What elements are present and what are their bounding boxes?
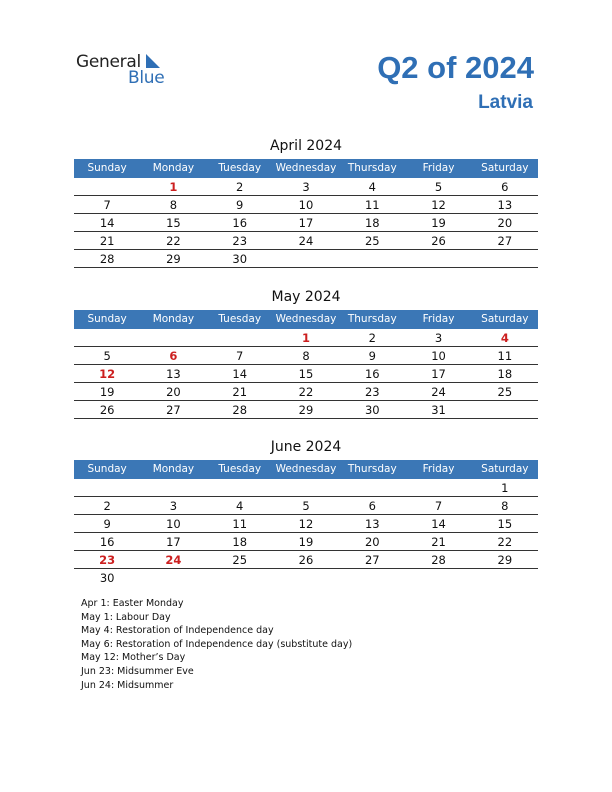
day-cell: 20 <box>364 535 380 549</box>
weekday-label: Tuesday <box>218 313 262 325</box>
day-cell <box>140 569 206 586</box>
day-cell: 13 <box>166 367 181 381</box>
day-cell <box>140 329 206 346</box>
week-row <box>74 383 538 401</box>
day-cell <box>273 250 339 267</box>
week-row <box>74 250 538 268</box>
day-cell: 11 <box>232 517 248 531</box>
weekday-label: Saturday <box>481 463 529 475</box>
day-cell: 1 <box>501 481 509 495</box>
week-row <box>74 497 538 515</box>
day-cell: 1 <box>301 331 310 345</box>
day-cell: 16 <box>232 216 248 230</box>
weekday-label: Monday <box>152 463 195 475</box>
day-cell: 30 <box>99 571 115 585</box>
day-cell: 3 <box>302 180 310 194</box>
week-row <box>74 569 538 586</box>
weekday-label: Wednesday <box>275 463 337 475</box>
week-row <box>74 178 538 196</box>
day-cell <box>74 329 140 346</box>
weekday-label: Friday <box>422 463 455 475</box>
day-cell: 19 <box>298 535 314 549</box>
day-cell: 25 <box>232 553 248 567</box>
weekday-label: Saturday <box>481 313 529 325</box>
day-cell: 27 <box>497 234 513 248</box>
logo-blue-text: Blue <box>128 68 165 88</box>
weekday-label: Sunday <box>87 463 127 475</box>
day-cell: 2 <box>103 499 111 513</box>
weekday-label: Friday <box>422 313 455 325</box>
day-cell: 17 <box>298 216 314 230</box>
day-cell: 22 <box>298 385 314 399</box>
day-cell <box>405 569 471 586</box>
weekday-header <box>74 159 538 178</box>
month-title: June 2024 <box>270 439 342 455</box>
day-cell: 16 <box>99 535 115 549</box>
week-row <box>74 515 538 533</box>
day-cell: 27 <box>364 553 380 567</box>
weekday-label: Tuesday <box>218 162 262 174</box>
day-cell: 2 <box>236 180 244 194</box>
weekday-header <box>74 460 538 479</box>
day-cell: 24 <box>298 234 314 248</box>
country-name: Latvia <box>478 92 533 113</box>
day-cell: 6 <box>501 180 509 194</box>
day-cell: 21 <box>232 385 248 399</box>
day-cell: 30 <box>232 252 248 266</box>
week-row <box>74 479 538 497</box>
holiday-note: May 4: Restoration of Independence day <box>81 625 274 637</box>
day-cell: 9 <box>236 198 244 212</box>
weekday-label: Thursday <box>347 463 397 475</box>
day-cell: 10 <box>431 349 446 363</box>
day-cell: 28 <box>232 403 248 417</box>
day-cell: 15 <box>298 367 314 381</box>
month-title: May 2024 <box>271 289 341 305</box>
day-cell: 19 <box>431 216 446 230</box>
day-cell: 26 <box>298 553 314 567</box>
holiday-note: May 12: Mother’s Day <box>81 652 186 664</box>
day-cell <box>273 479 339 496</box>
week-row <box>74 196 538 214</box>
day-cell: 21 <box>99 234 115 248</box>
weekday-label: Monday <box>152 313 195 325</box>
day-cell <box>405 250 471 267</box>
week-row <box>74 329 538 347</box>
quarter-title: Q2 of 2024 <box>377 50 534 85</box>
day-cell: 7 <box>236 349 244 363</box>
holiday-note: Jun 23: Midsummer Eve <box>81 665 194 677</box>
day-cell: 22 <box>166 234 181 248</box>
day-cell: 5 <box>302 499 310 513</box>
day-cell <box>472 401 538 418</box>
week-row <box>74 533 538 551</box>
day-cell: 17 <box>431 367 446 381</box>
week-row <box>74 347 538 365</box>
day-cell: 18 <box>232 535 248 549</box>
day-cell <box>74 178 140 195</box>
holiday-note: Jun 24: Midsummer <box>81 679 174 691</box>
logo-triangle-icon <box>144 53 162 69</box>
day-cell: 4 <box>368 180 376 194</box>
weekday-label: Wednesday <box>275 162 337 174</box>
day-cell <box>339 569 405 586</box>
day-cell: 29 <box>166 252 181 266</box>
day-cell: 6 <box>368 499 376 513</box>
day-cell: 31 <box>431 403 446 417</box>
weekday-label: Saturday <box>481 162 529 174</box>
weekday-label: Friday <box>422 162 455 174</box>
day-cell: 14 <box>232 367 248 381</box>
day-cell: 24 <box>165 553 182 567</box>
day-cell: 14 <box>431 517 446 531</box>
day-cell: 17 <box>166 535 181 549</box>
day-cell: 20 <box>497 216 513 230</box>
day-cell: 21 <box>431 535 446 549</box>
day-cell: 6 <box>169 349 178 363</box>
day-cell: 23 <box>99 553 116 567</box>
day-cell: 26 <box>431 234 446 248</box>
weekday-label: Sunday <box>87 313 127 325</box>
month-may <box>74 288 538 419</box>
day-cell: 10 <box>166 517 181 531</box>
weekday-label: Thursday <box>347 162 397 174</box>
day-cell: 8 <box>501 499 509 513</box>
week-row <box>74 232 538 250</box>
day-cell <box>207 479 273 496</box>
day-cell: 9 <box>103 517 111 531</box>
day-cell: 23 <box>232 234 248 248</box>
day-cell: 25 <box>497 385 513 399</box>
day-cell: 18 <box>497 367 513 381</box>
weekday-header <box>74 310 538 329</box>
day-cell: 3 <box>434 331 443 345</box>
day-cell: 13 <box>497 198 513 212</box>
day-cell: 26 <box>99 403 115 417</box>
day-cell: 11 <box>497 349 513 363</box>
day-cell: 19 <box>99 385 115 399</box>
day-cell: 29 <box>298 403 314 417</box>
day-cell: 25 <box>364 234 380 248</box>
day-cell <box>472 250 538 267</box>
weekday-label: Thursday <box>347 313 397 325</box>
day-cell <box>339 250 405 267</box>
day-cell: 10 <box>298 198 314 212</box>
weekday-label: Tuesday <box>218 463 262 475</box>
day-cell: 28 <box>431 553 446 567</box>
week-row <box>74 365 538 383</box>
generalblue-logo <box>76 52 176 92</box>
day-cell: 12 <box>298 517 314 531</box>
day-cell: 8 <box>169 198 178 212</box>
day-cell: 27 <box>166 403 181 417</box>
day-cell <box>273 569 339 586</box>
month-april <box>74 137 538 268</box>
day-cell: 15 <box>497 517 513 531</box>
day-cell: 1 <box>169 180 178 194</box>
day-cell <box>140 479 206 496</box>
day-cell: 12 <box>431 198 446 212</box>
month-title: April 2024 <box>269 138 343 154</box>
day-cell: 20 <box>166 385 181 399</box>
day-cell: 2 <box>368 331 376 345</box>
day-cell: 4 <box>500 331 509 345</box>
day-cell: 15 <box>166 216 181 230</box>
day-cell: 5 <box>103 349 111 363</box>
day-cell: 7 <box>434 499 443 513</box>
day-cell: 9 <box>368 349 376 363</box>
weekday-label: Wednesday <box>275 313 337 325</box>
week-row <box>74 551 538 569</box>
day-cell <box>339 479 405 496</box>
day-cell: 11 <box>364 198 380 212</box>
day-cell: 13 <box>364 517 380 531</box>
day-cell: 14 <box>99 216 115 230</box>
day-cell: 23 <box>364 385 380 399</box>
day-cell: 18 <box>364 216 380 230</box>
day-cell: 28 <box>99 252 115 266</box>
day-cell: 12 <box>99 367 116 381</box>
day-cell <box>207 569 273 586</box>
day-cell: 7 <box>103 198 111 212</box>
day-cell: 24 <box>431 385 446 399</box>
day-cell <box>74 479 140 496</box>
holiday-note: May 1: Labour Day <box>81 611 171 623</box>
day-cell <box>207 329 273 346</box>
weekday-label: Monday <box>152 162 195 174</box>
day-cell: 16 <box>364 367 380 381</box>
day-cell: 3 <box>169 499 178 513</box>
day-cell: 8 <box>302 349 310 363</box>
day-cell: 29 <box>497 553 513 567</box>
day-cell <box>472 569 538 586</box>
week-row <box>74 401 538 419</box>
day-cell: 5 <box>434 180 443 194</box>
holiday-note: May 6: Restoration of Independence day (substitute day) <box>81 638 353 650</box>
day-cell: 30 <box>364 403 380 417</box>
holiday-notes <box>81 597 352 692</box>
month-june <box>74 438 538 586</box>
day-cell: 4 <box>236 499 244 513</box>
week-row <box>74 214 538 232</box>
logo-general-text: General <box>76 52 141 72</box>
holiday-note: Apr 1: Easter Monday <box>81 598 184 609</box>
day-cell <box>405 479 471 496</box>
weekday-label: Sunday <box>87 162 127 174</box>
day-cell: 22 <box>497 535 513 549</box>
